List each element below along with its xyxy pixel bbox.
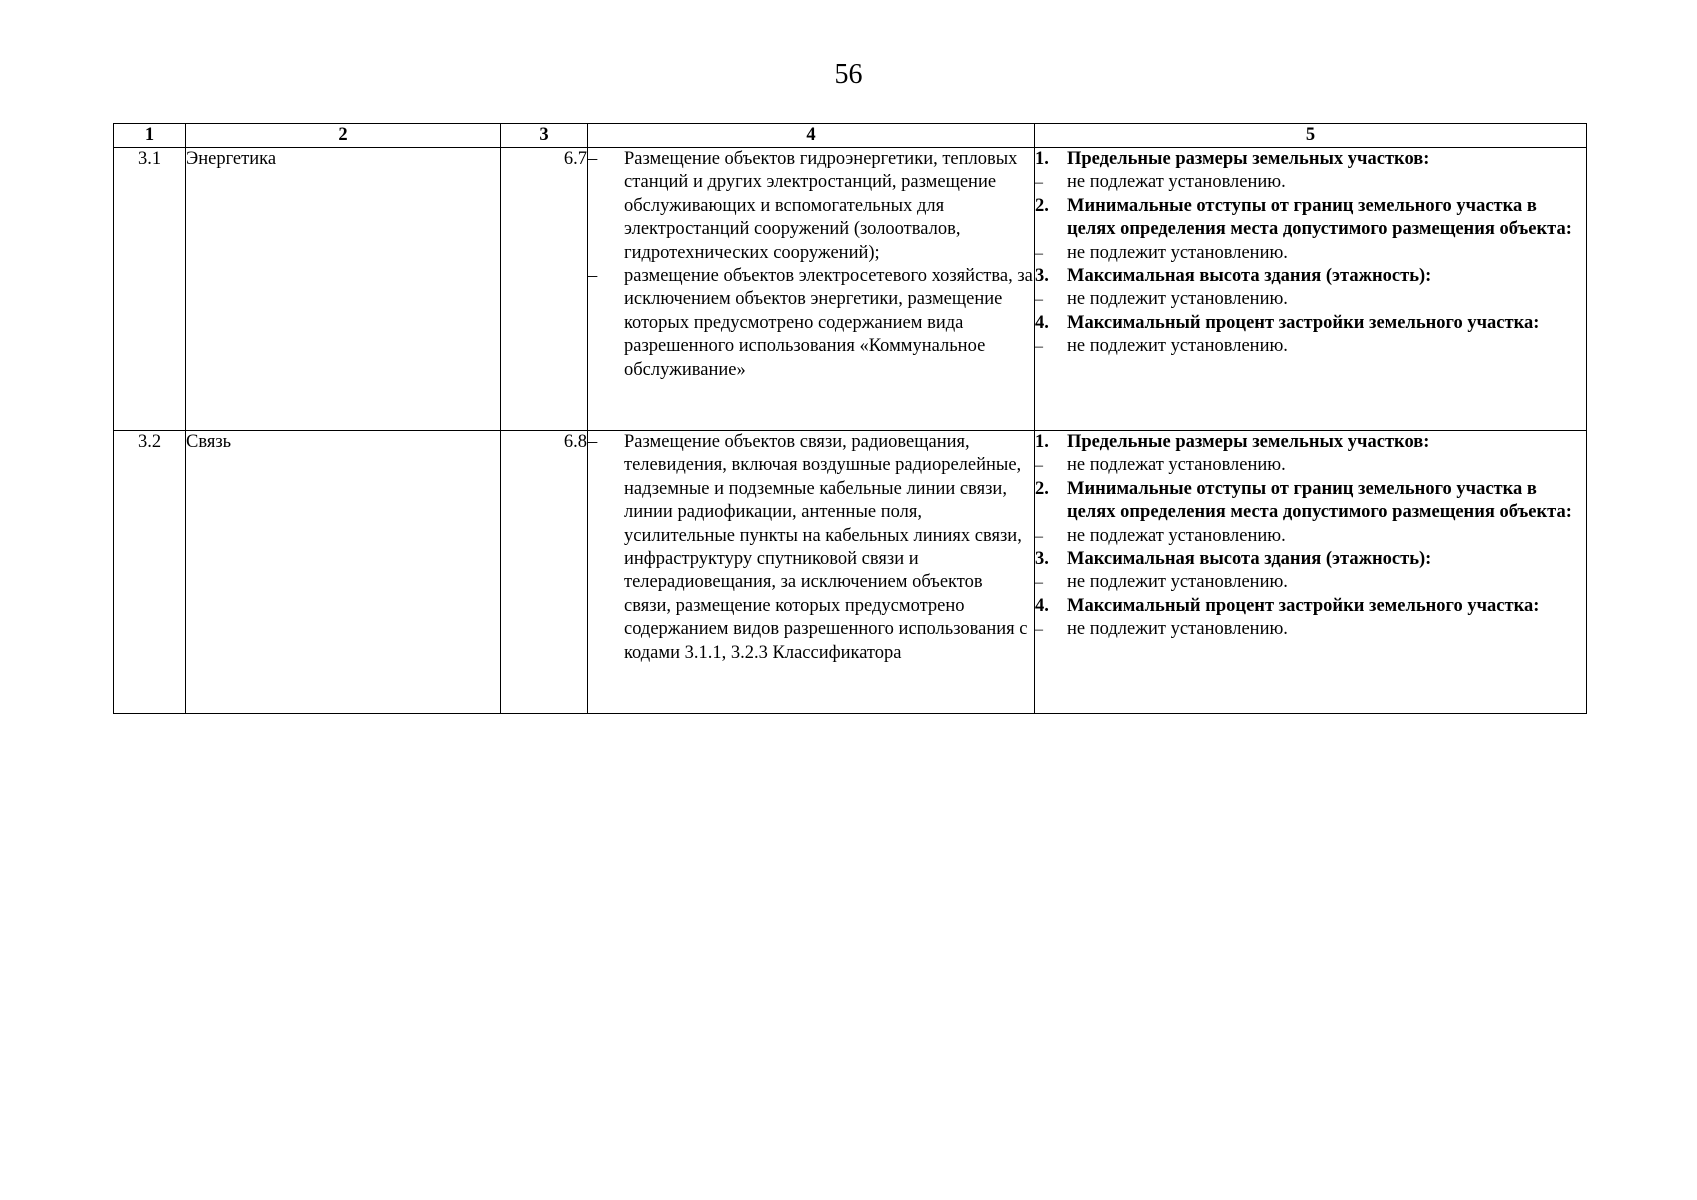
parameter-title-text: Предельные размеры земельных участков:	[1067, 149, 1430, 169]
dash-marker: –	[1035, 621, 1043, 639]
column-header-5: 5	[1035, 124, 1587, 148]
parameter-title	[1035, 478, 1586, 525]
parameter-number: 2.	[1035, 478, 1049, 499]
dash-marker: –	[588, 266, 598, 287]
column-header-3: 3	[501, 124, 588, 148]
parameter-number: 3.	[1035, 549, 1049, 570]
parameter-number: 3.	[1035, 266, 1049, 287]
use-type-name: Энергетика	[186, 148, 501, 431]
parameter-title	[1035, 595, 1586, 618]
row-number: 3.1	[114, 148, 186, 431]
regulations-table	[113, 123, 1587, 714]
dash-marker: –	[1035, 291, 1043, 309]
table-row	[114, 148, 1587, 431]
use-type-code: 6.7	[501, 148, 588, 431]
parameter-number: 1.	[1035, 432, 1049, 452]
parameter-value	[1035, 525, 1586, 548]
description-item	[588, 431, 1034, 665]
dash-marker: –	[588, 149, 598, 169]
page-number: 56	[834, 59, 863, 90]
dash-marker: –	[1035, 574, 1043, 592]
description-text: Размещение объектов связи, радиовещания, телевидения, включая воздушные радиорелейные, надземные и подземные кабельные линии связи, линии радиофикации, антенные поля, усилительные пункты на кабельных линиях связи, инфраструктуру спутниковой связи и телерадиовещания, за исключением объектов связи, размещение которых предусмотрено содержанием видов разрешенного использования с кодами 3.1.1, 3.2.3 Классификатора	[624, 432, 1028, 663]
use-type-name: Связь	[186, 431, 501, 714]
parameter-title-text: Максимальный процент застройки земельного участка:	[1067, 312, 1540, 333]
parameter-title-text: Максимальная высота здания (этажность):	[1067, 549, 1432, 570]
parameter-value	[1035, 335, 1586, 358]
parameter-title-text: Минимальные отступы от границ земельного участка в целях определения места допустимого размещения объекта:	[1067, 195, 1572, 240]
parameter-number: 4.	[1035, 595, 1049, 616]
dash-marker: –	[1035, 338, 1043, 356]
parameter-value	[1035, 242, 1586, 265]
parameters-cell	[1035, 148, 1587, 431]
parameter-number: 1.	[1035, 149, 1049, 169]
parameter-value-text: не подлежит установлению.	[1067, 336, 1288, 357]
parameter-title	[1035, 312, 1586, 335]
use-type-description	[588, 431, 1035, 714]
parameter-title	[1035, 265, 1586, 288]
parameter-value	[1035, 618, 1586, 641]
parameter-value-text: не подлежат установлению.	[1067, 455, 1286, 476]
dash-marker: –	[1035, 174, 1043, 192]
parameter-title	[1035, 195, 1586, 242]
parameter-value-text: не подлежит установлению.	[1067, 572, 1288, 593]
parameter-title	[1035, 548, 1586, 571]
dash-marker: –	[588, 432, 598, 452]
table-header-row	[114, 124, 1587, 148]
description-item	[588, 148, 1034, 265]
parameter-title	[1035, 148, 1586, 171]
parameter-title	[1035, 431, 1586, 454]
parameter-number: 2.	[1035, 195, 1049, 216]
parameter-title-text: Максимальная высота здания (этажность):	[1067, 266, 1432, 287]
description-text: Размещение объектов гидроэнергетики, тепловых станций и других электростанций, размещение обслуживающих и вспомогательных для электростанций сооружений (золоотвалов, гидротехнических сооружений);	[624, 149, 1018, 263]
parameter-title-text: Предельные размеры земельных участков:	[1067, 432, 1430, 452]
parameter-value-text: не подлежит установлению.	[1067, 242, 1288, 263]
use-type-code: 6.8	[501, 431, 588, 714]
parameter-value-text: не подлежит установлению.	[1067, 619, 1288, 640]
parameter-title-text: Максимальный процент застройки земельного участка:	[1067, 595, 1540, 616]
parameter-value	[1035, 171, 1586, 194]
table-row	[114, 431, 1587, 714]
parameter-value-text: не подлежит установлению.	[1067, 289, 1288, 310]
description-item	[588, 265, 1034, 382]
dash-marker: –	[1035, 244, 1043, 262]
parameter-value-text: не подлежат установлению.	[1067, 525, 1286, 546]
parameter-number: 4.	[1035, 312, 1049, 333]
parameter-value	[1035, 288, 1586, 311]
description-text: размещение объектов электросетевого хозяйства, за исключением объектов энергетики, размещение которых предусмотрено содержанием вида разрешенного использования «Коммунальное обслуживание»	[624, 266, 1033, 380]
column-header-4: 4	[588, 124, 1035, 148]
parameter-value-text: не подлежат установлению.	[1067, 172, 1286, 193]
dash-marker: –	[1035, 457, 1043, 475]
dash-marker: –	[1035, 527, 1043, 545]
parameter-title-text: Минимальные отступы от границ земельного участка в целях определения места допустимого размещения объекта:	[1067, 478, 1572, 523]
parameter-value	[1035, 571, 1586, 594]
column-header-1: 1	[114, 124, 186, 148]
parameters-cell	[1035, 431, 1587, 714]
row-number: 3.2	[114, 431, 186, 714]
parameter-value	[1035, 454, 1586, 477]
column-header-2: 2	[186, 124, 501, 148]
use-type-description	[588, 148, 1035, 431]
